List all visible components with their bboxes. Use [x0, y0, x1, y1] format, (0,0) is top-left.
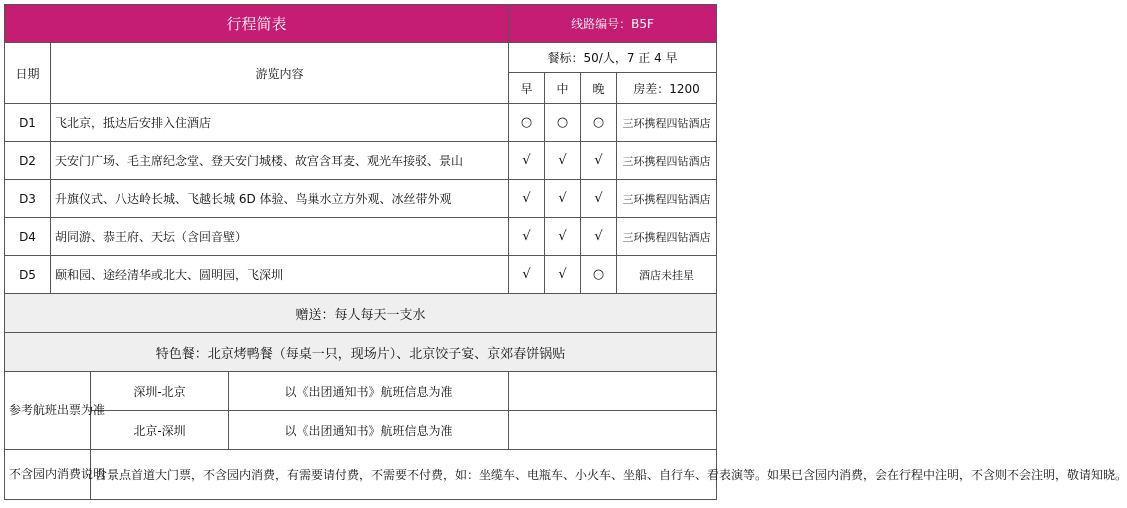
gift-note: 赠送：每人每天一支水 [5, 294, 717, 333]
exclusions-row [5, 450, 717, 500]
day-label: D1 [5, 104, 51, 142]
gift-row [5, 294, 717, 333]
day-label: D4 [5, 218, 51, 256]
lunch-mark: ○ [545, 104, 581, 142]
specialty-row [5, 333, 717, 372]
flight-empty-cell [509, 372, 717, 411]
flight-route: 北京-深圳 [91, 411, 229, 450]
dinner-header: 晚 [581, 73, 617, 104]
header-row [5, 5, 717, 43]
flight-empty-cell [509, 411, 717, 450]
exclusions-label: 不含园内消费说明 [5, 450, 91, 500]
day-content: 飞北京，抵达后安排入住酒店 [51, 104, 509, 142]
day-content: 天安门广场、毛主席纪念堂、登天安门城楼、故宫含耳麦、观光车接驳、景山 [51, 142, 509, 180]
flight-row [5, 372, 717, 411]
flight-row [5, 411, 717, 450]
lunch-mark: √ [545, 142, 581, 180]
dinner-mark: √ [581, 142, 617, 180]
lunch-header: 中 [545, 73, 581, 104]
lunch-mark: √ [545, 180, 581, 218]
hotel-level: 酒店未挂星 [617, 256, 717, 294]
column-header-row [5, 43, 717, 73]
day-row [5, 218, 717, 256]
hotel-level: 三环携程四钻酒店 [617, 104, 717, 142]
dinner-mark: ○ [581, 256, 617, 294]
room-difference: 房差：1200 [617, 73, 717, 104]
exclusions-text: 含景点首道大门票，不含园内消费，有需要请付费，不需要不付费，如：坐缆车、电瓶车、小火车、坐船、自行车、看表演等。如果已含园内消费，会在行程中注明，不含则不会注明，敬请知晓。 [91, 450, 717, 500]
breakfast-mark: ○ [509, 104, 545, 142]
flight-label: 参考航班出票为准 [5, 372, 91, 450]
breakfast-mark: √ [509, 218, 545, 256]
specialty-meals: 特色餐：北京烤鸭餐（每桌一只，现场片）、北京饺子宴、京郊春饼锅贴 [5, 333, 717, 372]
day-column-header: 日期 [5, 43, 51, 104]
day-label: D2 [5, 142, 51, 180]
content-column-header: 游览内容 [51, 43, 509, 104]
flight-route: 深圳-北京 [91, 372, 229, 411]
dinner-mark: ○ [581, 104, 617, 142]
meal-standard: 餐标：50/人，7 正 4 早 [509, 43, 717, 73]
day-content: 颐和园、途经清华或北大、圆明园，飞深圳 [51, 256, 509, 294]
hotel-level: 三环携程四钻酒店 [617, 180, 717, 218]
day-row [5, 142, 717, 180]
day-content: 胡同游、恭王府、天坛（含回音壁） [51, 218, 509, 256]
day-row [5, 256, 717, 294]
dinner-mark: √ [581, 218, 617, 256]
flight-info: 以《出团通知书》航班信息为准 [229, 411, 509, 450]
day-label: D3 [5, 180, 51, 218]
dinner-mark: √ [581, 180, 617, 218]
day-content: 升旗仪式、八达岭长城、飞越长城 6D 体验、鸟巢水立方外观、冰丝带外观 [51, 180, 509, 218]
lunch-mark: √ [545, 218, 581, 256]
itinerary-table [4, 4, 1127, 500]
day-label: D5 [5, 256, 51, 294]
day-row [5, 180, 717, 218]
breakfast-mark: √ [509, 180, 545, 218]
breakfast-mark: √ [509, 256, 545, 294]
breakfast-mark: √ [509, 142, 545, 180]
breakfast-header: 早 [509, 73, 545, 104]
day-row [5, 104, 717, 142]
flight-info: 以《出团通知书》航班信息为准 [229, 372, 509, 411]
hotel-level: 三环携程四钻酒店 [617, 218, 717, 256]
route-code: 线路编号：B5F [509, 5, 717, 43]
page-title: 行程简表 [5, 5, 509, 43]
lunch-mark: √ [545, 256, 581, 294]
hotel-level: 三环携程四钻酒店 [617, 142, 717, 180]
